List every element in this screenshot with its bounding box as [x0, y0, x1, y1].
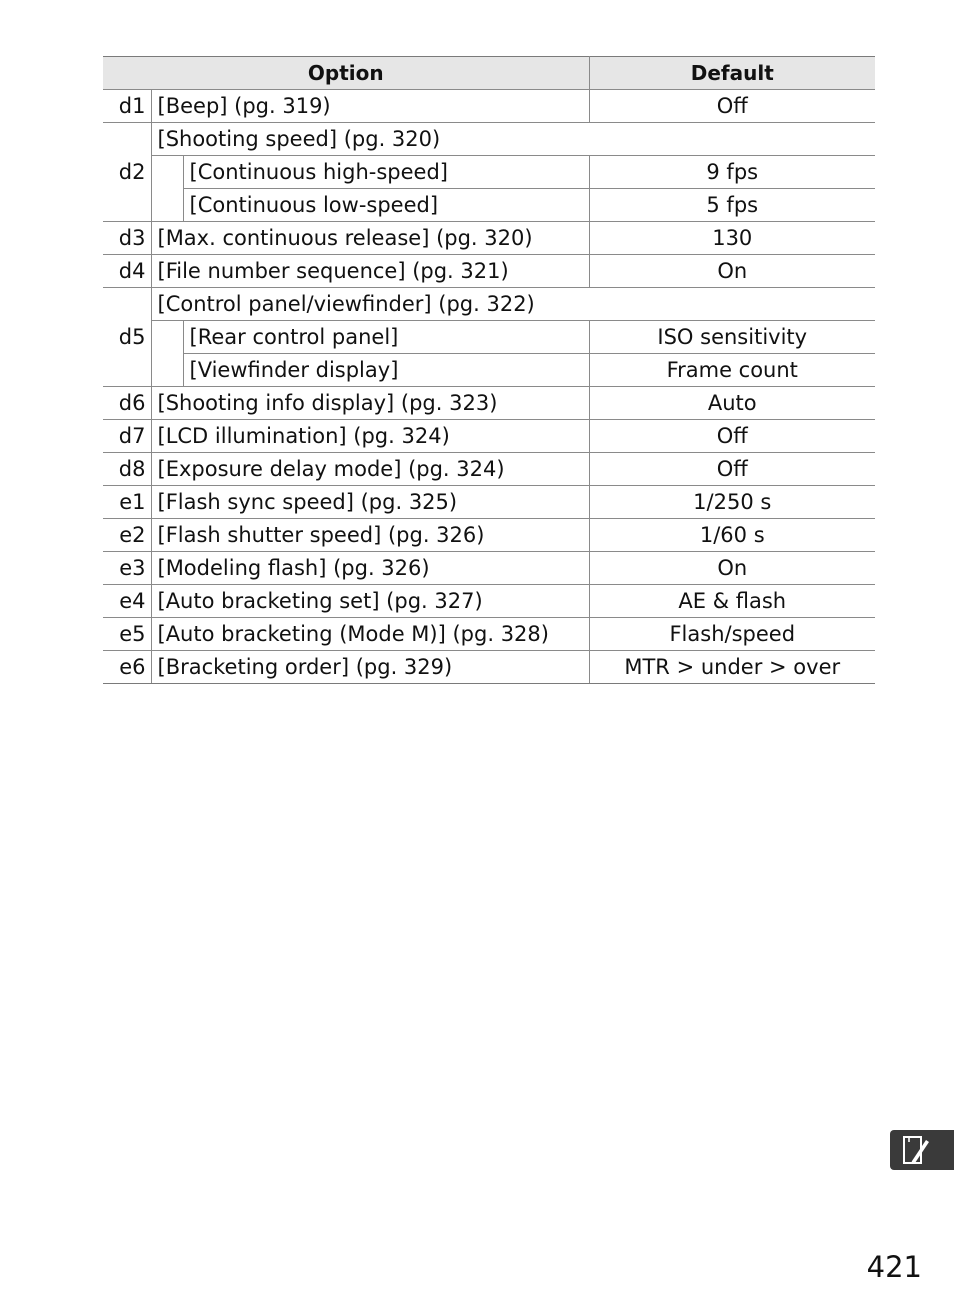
row-default: On — [589, 552, 875, 585]
row-option: [Auto bracketing set] (pg. 327) — [151, 585, 589, 618]
row-option: [Flash sync speed] (pg. 325) — [151, 486, 589, 519]
table-row — [103, 519, 875, 552]
notes-pencil-icon — [900, 1134, 934, 1166]
row-default: 130 — [589, 222, 875, 255]
table-row — [103, 486, 875, 519]
row-option: [Beep] (pg. 319) — [151, 90, 589, 123]
row-option: [Flash shutter speed] (pg. 326) — [151, 519, 589, 552]
table-row — [103, 90, 875, 123]
subrow-default: 5 fps — [589, 189, 875, 222]
row-default: 1/250 s — [589, 486, 875, 519]
table-subrow — [103, 189, 875, 222]
row-option: [Max. continuous release] (pg. 320) — [151, 222, 589, 255]
row-option: [Bracketing order] (pg. 329) — [151, 651, 589, 684]
row-default: Off — [589, 453, 875, 486]
row-default: Auto — [589, 387, 875, 420]
table-row — [103, 618, 875, 651]
table-row — [103, 552, 875, 585]
row-code: d6 — [103, 387, 151, 420]
table-subrow — [103, 354, 875, 387]
header-option: Option — [103, 57, 589, 90]
row-option: [Shooting speed] (pg. 320) — [151, 123, 875, 156]
row-code: d2 — [103, 123, 151, 222]
table-subrow — [103, 156, 875, 189]
table-header-row — [103, 57, 875, 90]
row-option: [Exposure delay mode] (pg. 324) — [151, 453, 589, 486]
row-code: d7 — [103, 420, 151, 453]
row-option: [LCD illumination] (pg. 324) — [151, 420, 589, 453]
row-code: d3 — [103, 222, 151, 255]
row-code: e3 — [103, 552, 151, 585]
row-default: MTR > under > over — [589, 651, 875, 684]
table-row — [103, 222, 875, 255]
table-row-group-header — [103, 123, 875, 156]
table-row — [103, 453, 875, 486]
row-code: d4 — [103, 255, 151, 288]
row-default: AE & flash — [589, 585, 875, 618]
row-code: e4 — [103, 585, 151, 618]
subrow-default: Frame count — [589, 354, 875, 387]
table-subrow — [103, 321, 875, 354]
row-code: d5 — [103, 288, 151, 387]
row-default: 1/60 s — [589, 519, 875, 552]
subrow-option: [Viewfinder display] — [183, 354, 589, 387]
row-default: Flash/speed — [589, 618, 875, 651]
row-code: e6 — [103, 651, 151, 684]
row-default: On — [589, 255, 875, 288]
row-option: [File number sequence] (pg. 321) — [151, 255, 589, 288]
subrow-default: ISO sensitivity — [589, 321, 875, 354]
row-code: e2 — [103, 519, 151, 552]
row-code: e5 — [103, 618, 151, 651]
row-option: [Control panel/viewfinder] (pg. 322) — [151, 288, 875, 321]
page-number: 421 — [866, 1250, 922, 1284]
row-code: d8 — [103, 453, 151, 486]
row-option: [Modeling flash] (pg. 326) — [151, 552, 589, 585]
row-code: e1 — [103, 486, 151, 519]
row-code: d1 — [103, 90, 151, 123]
header-default: Default — [589, 57, 875, 90]
table-row — [103, 585, 875, 618]
table-row — [103, 255, 875, 288]
row-option: [Auto bracketing (Mode M)] (pg. 328) — [151, 618, 589, 651]
subrow-option: [Rear control panel] — [183, 321, 589, 354]
table-row — [103, 387, 875, 420]
row-default: Off — [589, 420, 875, 453]
row-default: Off — [589, 90, 875, 123]
table-row-group-header — [103, 288, 875, 321]
section-tab — [890, 1130, 954, 1170]
row-option: [Shooting info display] (pg. 323) — [151, 387, 589, 420]
default-settings-table — [103, 56, 875, 684]
table-row — [103, 651, 875, 684]
subrow-option: [Continuous high-speed] — [183, 156, 589, 189]
table-row — [103, 420, 875, 453]
subrow-default: 9 fps — [589, 156, 875, 189]
subrow-option: [Continuous low-speed] — [183, 189, 589, 222]
